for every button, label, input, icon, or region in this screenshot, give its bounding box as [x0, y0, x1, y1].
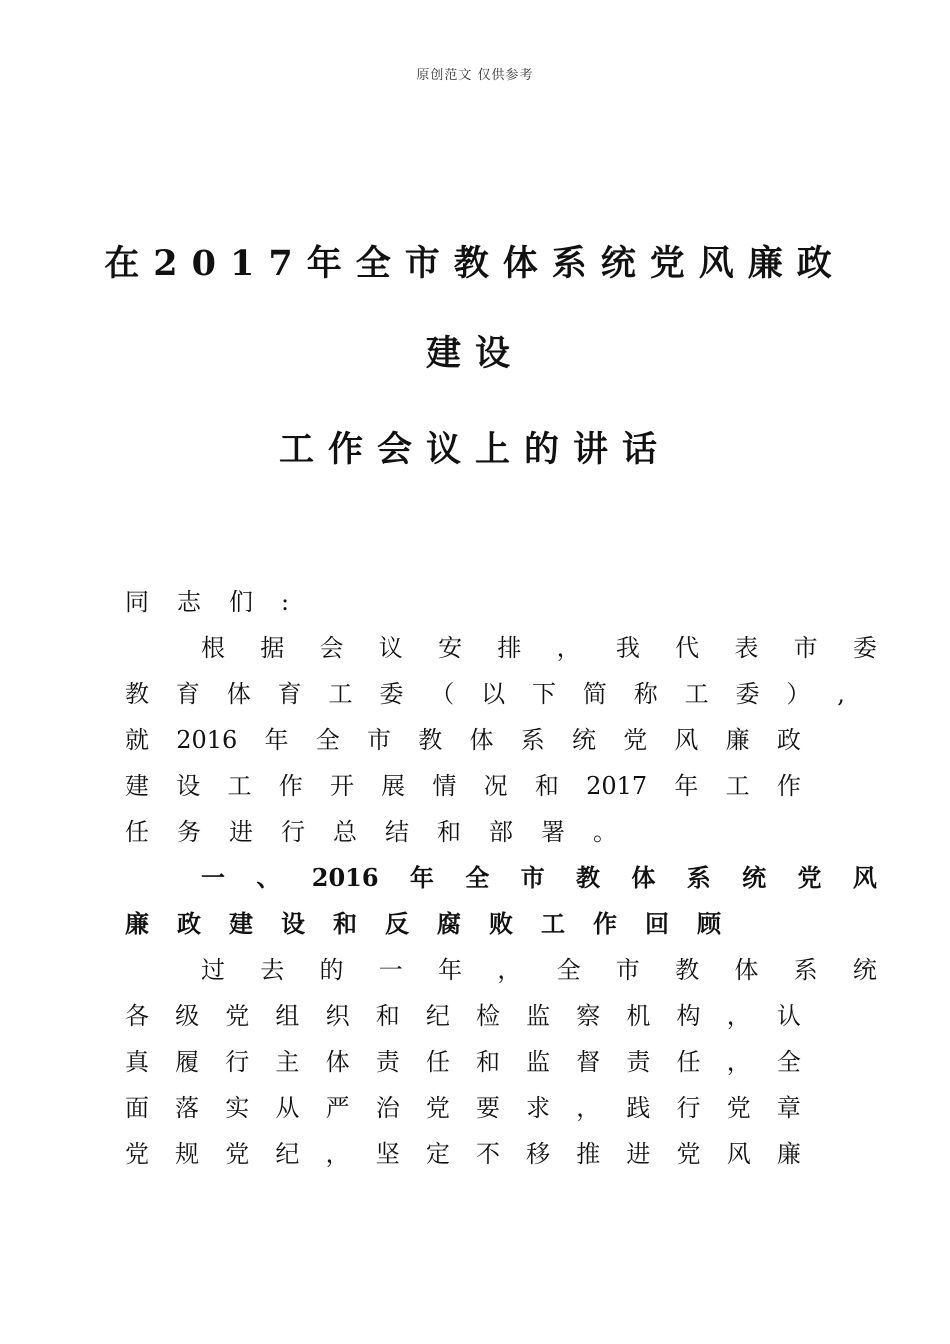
body-line-6: 任 务 进 行 总 结 和 部 署 。 — [125, 818, 617, 846]
body-line-5: 建 设 工 作 开 展 情 况 和 2017 年 工 作 — [125, 772, 801, 800]
body-line-4: 就 2016 年 全 市 教 体 系 统 党 风 廉 政 — [125, 726, 801, 754]
document-title-line-3: 工作会议上的讲话 — [278, 429, 671, 470]
body-line-8: 廉 政 建 设 和 反 腐 败 工 作 回 顾 — [125, 909, 721, 938]
header-note: 原创范文 仅供参考 — [416, 68, 534, 83]
document-title-line-2: 建设 — [425, 333, 524, 374]
body-line-2: 根 据 会 议 安 排 ， 我 代 表 市 委 — [201, 634, 877, 662]
body-line-9: 过 去 的 一 年 ， 全 市 教 体 系 统 — [201, 956, 877, 984]
document-body — [125, 579, 877, 1177]
document-title-line-1: 在2017年全市教体系统党风廉政 — [104, 243, 846, 284]
body-line-3: 教 育 体 育 工 委 （ 以 下 简 称 工 委 ） , — [125, 680, 845, 708]
body-line-10: 各 级 党 组 织 和 纪 检 监 察 机 构 ， 认 — [125, 1002, 801, 1030]
body-line-12: 面 落 实 从 严 治 党 要 求 ， 践 行 党 章 — [125, 1094, 801, 1122]
body-line-1: 同 志 们 : — [125, 588, 290, 616]
body-line-13: 党 规 党 纪 ， 坚 定 不 移 推 进 党 风 廉 — [125, 1140, 801, 1168]
body-line-11: 真 履 行 主 体 责 任 和 监 督 责 任 ， 全 — [125, 1048, 801, 1076]
body-line-7: 一 、 2016 年 全 市 教 体 系 统 党 风 — [201, 863, 877, 892]
